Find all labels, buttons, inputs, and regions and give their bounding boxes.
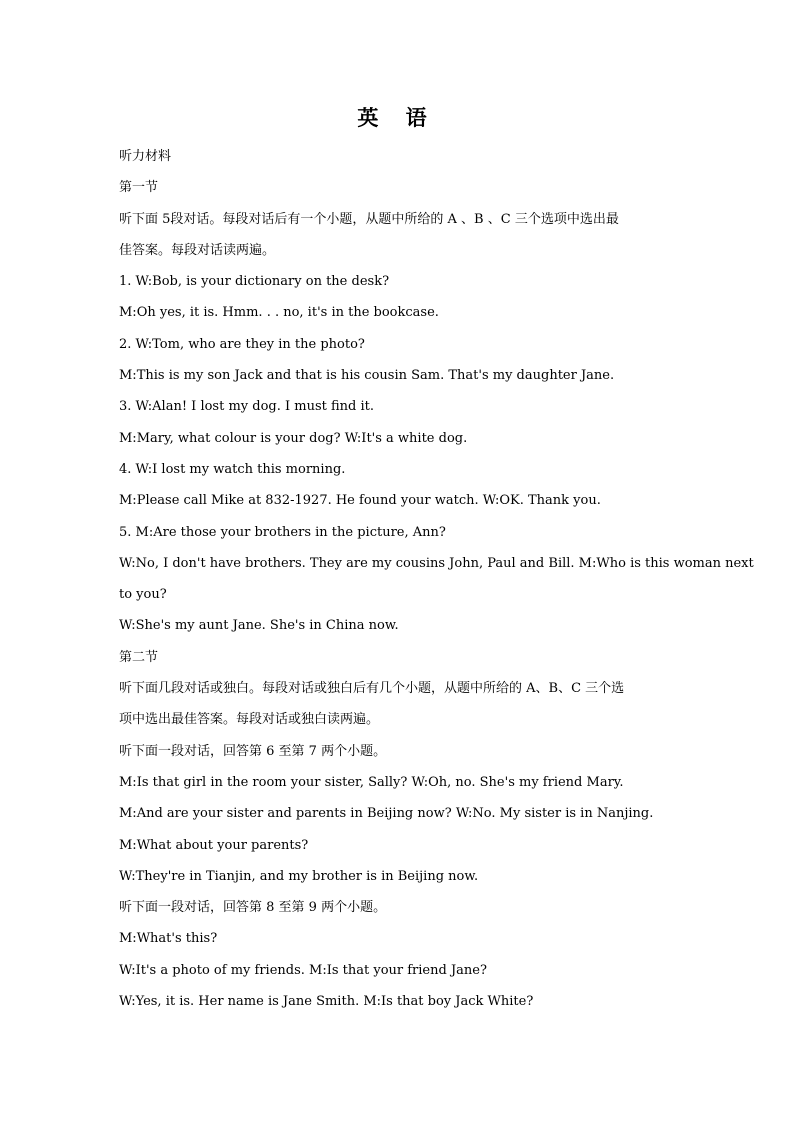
dialogue-line: M:Mary, what colour is your dog? W:It's a white dog. xyxy=(119,430,468,446)
section-heading-part-1: 第一节 xyxy=(119,180,159,196)
dialogue-line: 1. W:Bob, is your dictionary on the desk? xyxy=(119,274,390,290)
dialogue-line: 2. W:Tom, who are they in the photo? xyxy=(119,336,365,352)
dialogue-line: 5. M:Are those your brothers in the picture, Ann? xyxy=(119,524,446,540)
dialogue-line: 3. W:Alan! I lost my dog. I must find it. xyxy=(119,399,374,415)
dialogue-line: W:She's my aunt Jane. She's in China now. xyxy=(119,618,399,634)
listening-material-body xyxy=(119,141,754,1017)
instructions-part-1-line-2: 佳答案。每段对话读两遍。 xyxy=(119,242,276,258)
instructions-part-2-line-1: 听下面几段对话或独白。每段对话或独白后有几个小题，从题中所给的 A、B、C 三个选 xyxy=(119,681,625,697)
instructions-part-2-line-2: 项中选出最佳答案。每段对话或独白读两遍。 xyxy=(119,712,380,728)
dialogue-line: W:No, I don't have brothers. They are my cousins John, Paul and Bill. M:Who is this woman next xyxy=(119,555,754,571)
dialogue-line: M:What's this? xyxy=(119,931,218,947)
dialogue-line: W:They're in Tianjin, and my brother is in Beijing now. xyxy=(119,868,479,884)
section-heading-listening-material: 听力材料 xyxy=(119,149,172,164)
page-title: 英 语 xyxy=(357,105,437,130)
dialogue-line: M:And are your sister and parents in Beijing now? W:No. My sister is in Nanjing. xyxy=(119,806,654,822)
dialogue-line: W:It's a photo of my friends. M:Is that your friend Jane? xyxy=(119,962,487,978)
dialogue-line: to you? xyxy=(119,587,167,603)
dialogue-line: M:Please call Mike at 832-1927. He found your watch. W:OK. Thank you. xyxy=(119,493,601,509)
section-heading-part-2: 第二节 xyxy=(119,649,159,665)
dialogue-line: M:Is that girl in the room your sister, Sally? W:Oh, no. She's my friend Mary. xyxy=(119,774,624,790)
question-group-instruction: 听下面一段对话，回答第 8 至第 9 两个小题。 xyxy=(119,900,387,916)
dialogue-line: M:This is my son Jack and that is his cousin Sam. That's my daughter Jane. xyxy=(119,368,615,384)
question-group-instruction: 听下面一段对话，回答第 6 至第 7 两个小题。 xyxy=(119,743,387,759)
dialogue-line: M:Oh yes, it is. Hmm. . . no, it's in the bookcase. xyxy=(119,305,439,321)
dialogue-line: M:What about your parents? xyxy=(119,837,309,853)
dialogue-line: 4. W:I lost my watch this morning. xyxy=(119,461,346,477)
dialogue-line: W:Yes, it is. Her name is Jane Smith. M:Is that boy Jack White? xyxy=(119,994,534,1010)
instructions-part-1-line-1: 听下面 5段对话。每段对话后有一个小题，从题中所给的 A 、B 、C 三个选项中选出最 xyxy=(119,211,619,227)
